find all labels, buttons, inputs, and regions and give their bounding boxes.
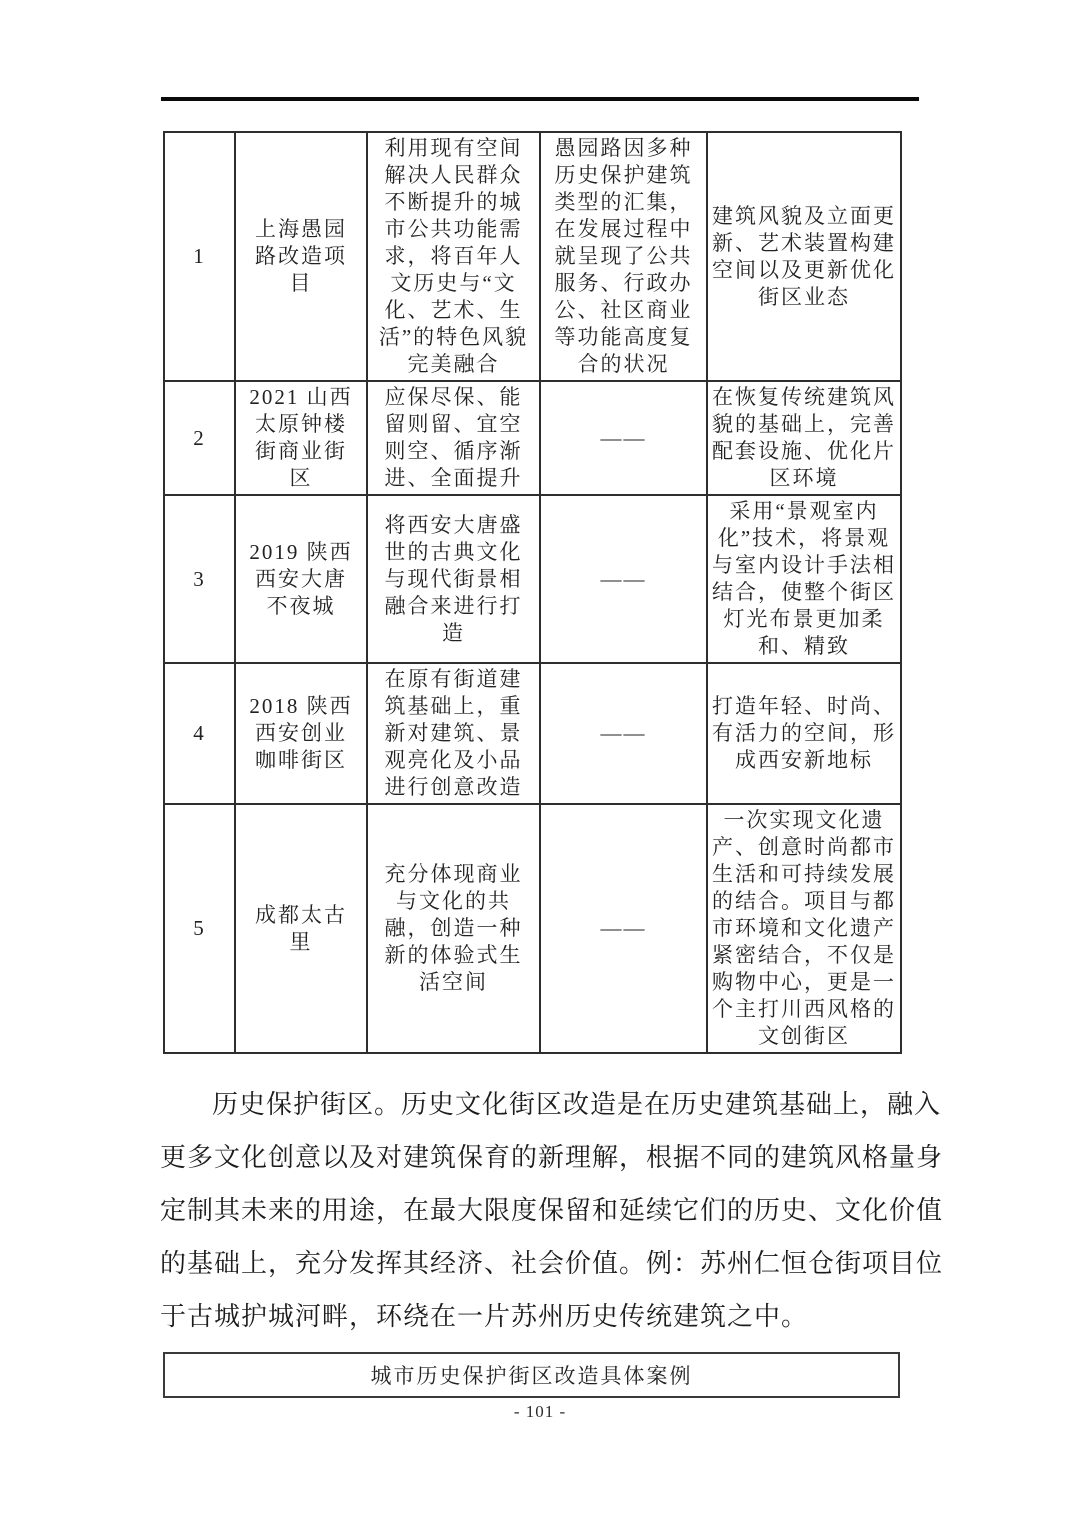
row-number-cell: 3: [164, 495, 235, 663]
project-name-cell: 2021 山西太原钟楼街商业街区: [235, 381, 367, 495]
caption-text: 城市历史保护街区改造具体案例: [370, 1364, 693, 1388]
next-table-caption-box: [163, 1352, 900, 1398]
project-background-cell: ——: [540, 381, 707, 495]
paragraph-line: 历史保护街区。历史文化街区改造是在历史建筑基础上，融入: [212, 1090, 942, 1119]
project-strategy-cell: 将西安大唐盛世的古典文化与现代街景相融合来进行打造: [367, 495, 540, 663]
project-outcome-cell: 打造年轻、时尚、有活力的空间，形成西安新地标: [707, 663, 901, 804]
project-background-cell: 愚园路因多种历史保护建筑类型的汇集，在发展过程中就呈现了公共服务、行政办公、社区商业等功能高度复合的状况: [540, 132, 707, 381]
project-name-cell: 2018 陕西西安创业咖啡街区: [235, 663, 367, 804]
body-paragraph: [160, 1078, 944, 1343]
table-row: [164, 804, 901, 1053]
project-strategy-cell: 应保尽保、能留则留、宜空则空、循序渐进、全面提升: [367, 381, 540, 495]
project-background-cell: ——: [540, 804, 707, 1053]
paragraph-line: 更多文化创意以及对建筑保育的新理解，根据不同的建筑风格量身: [160, 1143, 944, 1172]
table-row: [164, 495, 901, 663]
table-row: [164, 132, 901, 381]
row-number-cell: 5: [164, 804, 235, 1053]
row-number-cell: 1: [164, 132, 235, 381]
paragraph-line: 的基础上，充分发挥其经济、社会价值。例：苏州仁恒仓街项目位: [160, 1249, 944, 1278]
project-outcome-cell: 采用“景观室内化”技术，将景观与室内设计手法相结合，使整个街区灯光布景更加柔和、精致: [707, 495, 901, 663]
project-strategy-cell: 充分体现商业与文化的共融，创造一种新的体验式生活空间: [367, 804, 540, 1053]
project-outcome-cell: 建筑风貌及立面更新、艺术装置构建空间以及更新优化街区业态: [707, 132, 901, 381]
table-row: [164, 663, 901, 804]
page-number: - 101 -: [513, 1402, 567, 1421]
project-name-cell: 2019 陕西西安大唐不夜城: [235, 495, 367, 663]
project-background-cell: ——: [540, 495, 707, 663]
paragraph-line: 于古城护城河畔，环绕在一片苏州历史传统建筑之中。: [160, 1302, 809, 1331]
project-strategy-cell: 在原有街道建筑基础上，重新对建筑、景观亮化及小品进行创意改造: [367, 663, 540, 804]
header-rule: [161, 97, 919, 101]
project-strategy-cell: 利用现有空间解决人民群众不断提升的城市公共功能需求，将百年人文历史与“文化、艺术、生活”的特色风貌完美融合: [367, 132, 540, 381]
row-number-cell: 4: [164, 663, 235, 804]
project-name-cell: 上海愚园路改造项目: [235, 132, 367, 381]
project-outcome-cell: 一次实现文化遗产、创意时尚都市生活和可持续发展的结合。项目与都市环境和文化遗产紧密结合，不仅是购物中心，更是一个主打川西风格的文创街区: [707, 804, 901, 1053]
project-outcome-cell: 在恢复传统建筑风貌的基础上，完善配套设施、优化片区环境: [707, 381, 901, 495]
project-name-cell: 成都太古里: [235, 804, 367, 1053]
table-row: [164, 381, 901, 495]
paragraph-line: 定制其未来的用途，在最大限度保留和延续它们的历史、文化价值: [160, 1196, 944, 1225]
project-background-cell: ——: [540, 663, 707, 804]
row-number-cell: 2: [164, 381, 235, 495]
case-table: [163, 131, 902, 1054]
